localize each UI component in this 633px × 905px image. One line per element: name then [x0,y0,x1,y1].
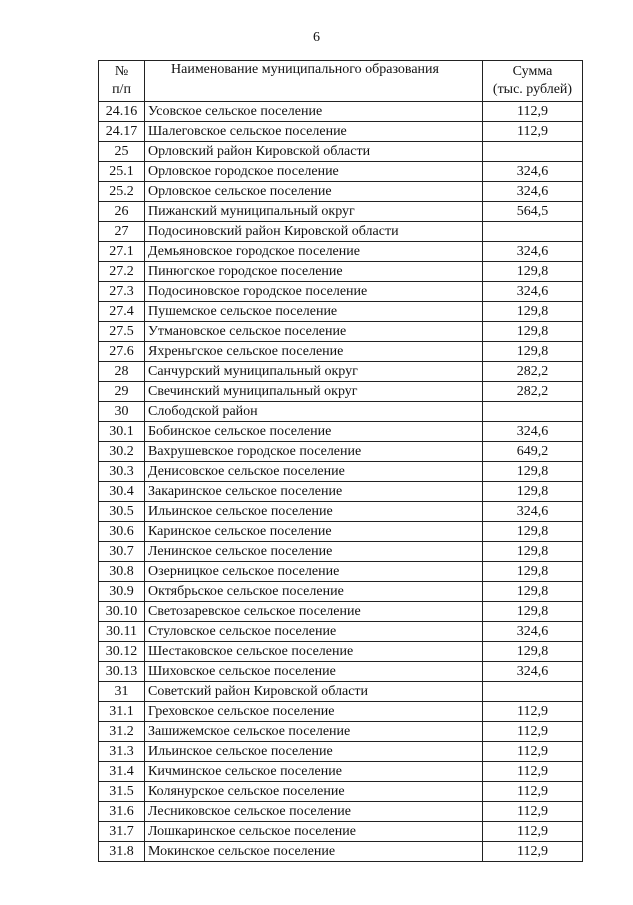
table-row [99,362,583,382]
row-sum: 129,8 [483,602,583,622]
row-name: Демьяновское городское поселение [145,242,483,262]
row-name: Санчурский муниципальный округ [145,362,483,382]
row-name: Зашижемское сельское поселение [145,722,483,742]
row-sum: 324,6 [483,422,583,442]
row-sum: 129,8 [483,582,583,602]
table-row [99,622,583,642]
row-name: Пинюгское городское поселение [145,262,483,282]
row-sum: 129,8 [483,322,583,342]
row-name: Греховское сельское поселение [145,702,483,722]
row-number: 25.2 [99,182,145,202]
row-sum: 324,6 [483,662,583,682]
row-number: 30.10 [99,602,145,622]
row-number: 31.6 [99,802,145,822]
row-sum: 112,9 [483,842,583,862]
row-name: Шиховское сельское поселение [145,662,483,682]
row-number: 31.2 [99,722,145,742]
row-name: Пушемское сельское поселение [145,302,483,322]
table-row [99,582,583,602]
row-name: Озерницкое сельское поселение [145,562,483,582]
row-number: 30.3 [99,462,145,482]
row-sum: 112,9 [483,822,583,842]
header-sum [483,61,583,102]
row-sum: 129,8 [483,642,583,662]
row-name: Пижанский муниципальный округ [145,202,483,222]
row-name: Стуловское сельское поселение [145,622,483,642]
table-row [99,682,583,702]
row-sum: 112,9 [483,782,583,802]
row-name: Яхреньгское сельское поселение [145,342,483,362]
row-name: Кичминское сельское поселение [145,762,483,782]
row-number: 31.7 [99,822,145,842]
header-name-text: Наименование муниципального образования [171,62,439,77]
row-sum: 112,9 [483,722,583,742]
row-number: 30.1 [99,422,145,442]
row-name: Советский район Кировской области [145,682,483,702]
table-row [99,302,583,322]
row-number: 30 [99,402,145,422]
row-sum [483,682,583,702]
row-number: 27 [99,222,145,242]
row-number: 26 [99,202,145,222]
row-sum: 324,6 [483,242,583,262]
header-num [99,61,145,102]
row-name: Октябрьское сельское поселение [145,582,483,602]
table-row [99,782,583,802]
table-row [99,702,583,722]
row-sum: 324,6 [483,182,583,202]
row-number: 31.5 [99,782,145,802]
row-name: Орловское городское поселение [145,162,483,182]
row-name: Утмановское сельское поселение [145,322,483,342]
table-row [99,182,583,202]
row-sum: 112,9 [483,102,583,122]
table-row [99,482,583,502]
row-sum: 282,2 [483,362,583,382]
table-row [99,402,583,422]
row-number: 31.8 [99,842,145,862]
table-row [99,662,583,682]
table-row [99,842,583,862]
row-name: Бобинское сельское поселение [145,422,483,442]
row-sum: 564,5 [483,202,583,222]
row-name: Шестаковское сельское поселение [145,642,483,662]
row-sum: 112,9 [483,802,583,822]
table-row [99,562,583,582]
row-sum: 112,9 [483,742,583,762]
table-row [99,162,583,182]
row-sum: 112,9 [483,702,583,722]
row-name: Лошкаринское сельское поселение [145,822,483,842]
table-row [99,462,583,482]
row-sum: 129,8 [483,562,583,582]
table-row [99,722,583,742]
row-number: 25.1 [99,162,145,182]
row-sum: 649,2 [483,442,583,462]
row-sum: 129,8 [483,262,583,282]
table-row [99,642,583,662]
row-number: 31 [99,682,145,702]
row-name: Денисовское сельское поселение [145,462,483,482]
row-number: 31.3 [99,742,145,762]
row-sum: 129,8 [483,542,583,562]
header-row [99,61,583,102]
row-number: 27.6 [99,342,145,362]
row-sum: 112,9 [483,762,583,782]
row-number: 30.12 [99,642,145,662]
row-sum [483,402,583,422]
row-number: 27.3 [99,282,145,302]
row-name: Усовское сельское поселение [145,102,483,122]
row-sum: 324,6 [483,162,583,182]
row-name: Лесниковское сельское поселение [145,802,483,822]
row-number: 30.2 [99,442,145,462]
table-row [99,322,583,342]
table-row [99,542,583,562]
header-sum-line1: Сумма [512,64,553,79]
table-row [99,222,583,242]
allocation-table [98,60,583,862]
row-sum: 129,8 [483,342,583,362]
row-name: Мокинское сельское поселение [145,842,483,862]
row-number: 30.11 [99,622,145,642]
row-name: Подосиновское городское поселение [145,282,483,302]
row-sum: 324,6 [483,622,583,642]
row-name: Закаринское сельское поселение [145,482,483,502]
row-name: Подосиновский район Кировской области [145,222,483,242]
header-num-line2: п/п [112,82,131,97]
row-number: 31.1 [99,702,145,722]
header-num-line1: № [114,64,129,79]
table-row [99,282,583,302]
table-row [99,202,583,222]
table-row [99,242,583,262]
row-number: 30.13 [99,662,145,682]
header-name [145,61,483,102]
row-number: 30.8 [99,562,145,582]
row-sum: 129,8 [483,522,583,542]
table-header [99,61,583,102]
row-number: 30.7 [99,542,145,562]
table-row [99,442,583,462]
table-row [99,502,583,522]
row-name: Каринское сельское поселение [145,522,483,542]
table-row [99,802,583,822]
table-row [99,142,583,162]
row-name: Ленинское сельское поселение [145,542,483,562]
row-sum: 112,9 [483,122,583,142]
row-sum: 129,8 [483,462,583,482]
row-name: Ильинское сельское поселение [145,502,483,522]
page-number: 6 [313,30,320,45]
row-sum: 324,6 [483,282,583,302]
row-number: 27.1 [99,242,145,262]
row-sum: 324,6 [483,502,583,522]
row-name: Вахрушевское городское поселение [145,442,483,462]
row-sum: 282,2 [483,382,583,402]
table-row [99,762,583,782]
table-body [99,102,583,862]
row-number: 27.2 [99,262,145,282]
row-number: 30.9 [99,582,145,602]
row-sum: 129,8 [483,302,583,322]
table-row [99,102,583,122]
row-number: 27.5 [99,322,145,342]
table-row [99,262,583,282]
row-name: Орловское сельское поселение [145,182,483,202]
row-sum [483,142,583,162]
row-number: 25 [99,142,145,162]
row-name: Слободской район [145,402,483,422]
row-number: 31.4 [99,762,145,782]
row-number: 30.4 [99,482,145,502]
row-sum [483,222,583,242]
row-number: 28 [99,362,145,382]
table-row [99,382,583,402]
row-name: Ильинское сельское поселение [145,742,483,762]
row-name: Орловский район Кировской области [145,142,483,162]
table-row [99,122,583,142]
row-number: 30.5 [99,502,145,522]
table-row [99,522,583,542]
row-name: Колянурское сельское поселение [145,782,483,802]
row-name: Свечинский муниципальный округ [145,382,483,402]
row-number: 29 [99,382,145,402]
row-number: 24.17 [99,122,145,142]
table-row [99,742,583,762]
table-row [99,602,583,622]
row-number: 27.4 [99,302,145,322]
table-row [99,342,583,362]
row-name: Светозаревское сельское поселение [145,602,483,622]
table-row [99,822,583,842]
row-number: 24.16 [99,102,145,122]
row-name: Шалеговское сельское поселение [145,122,483,142]
header-sum-line2: (тыс. рублей) [492,82,573,97]
row-sum: 129,8 [483,482,583,502]
table-row [99,422,583,442]
row-number: 30.6 [99,522,145,542]
